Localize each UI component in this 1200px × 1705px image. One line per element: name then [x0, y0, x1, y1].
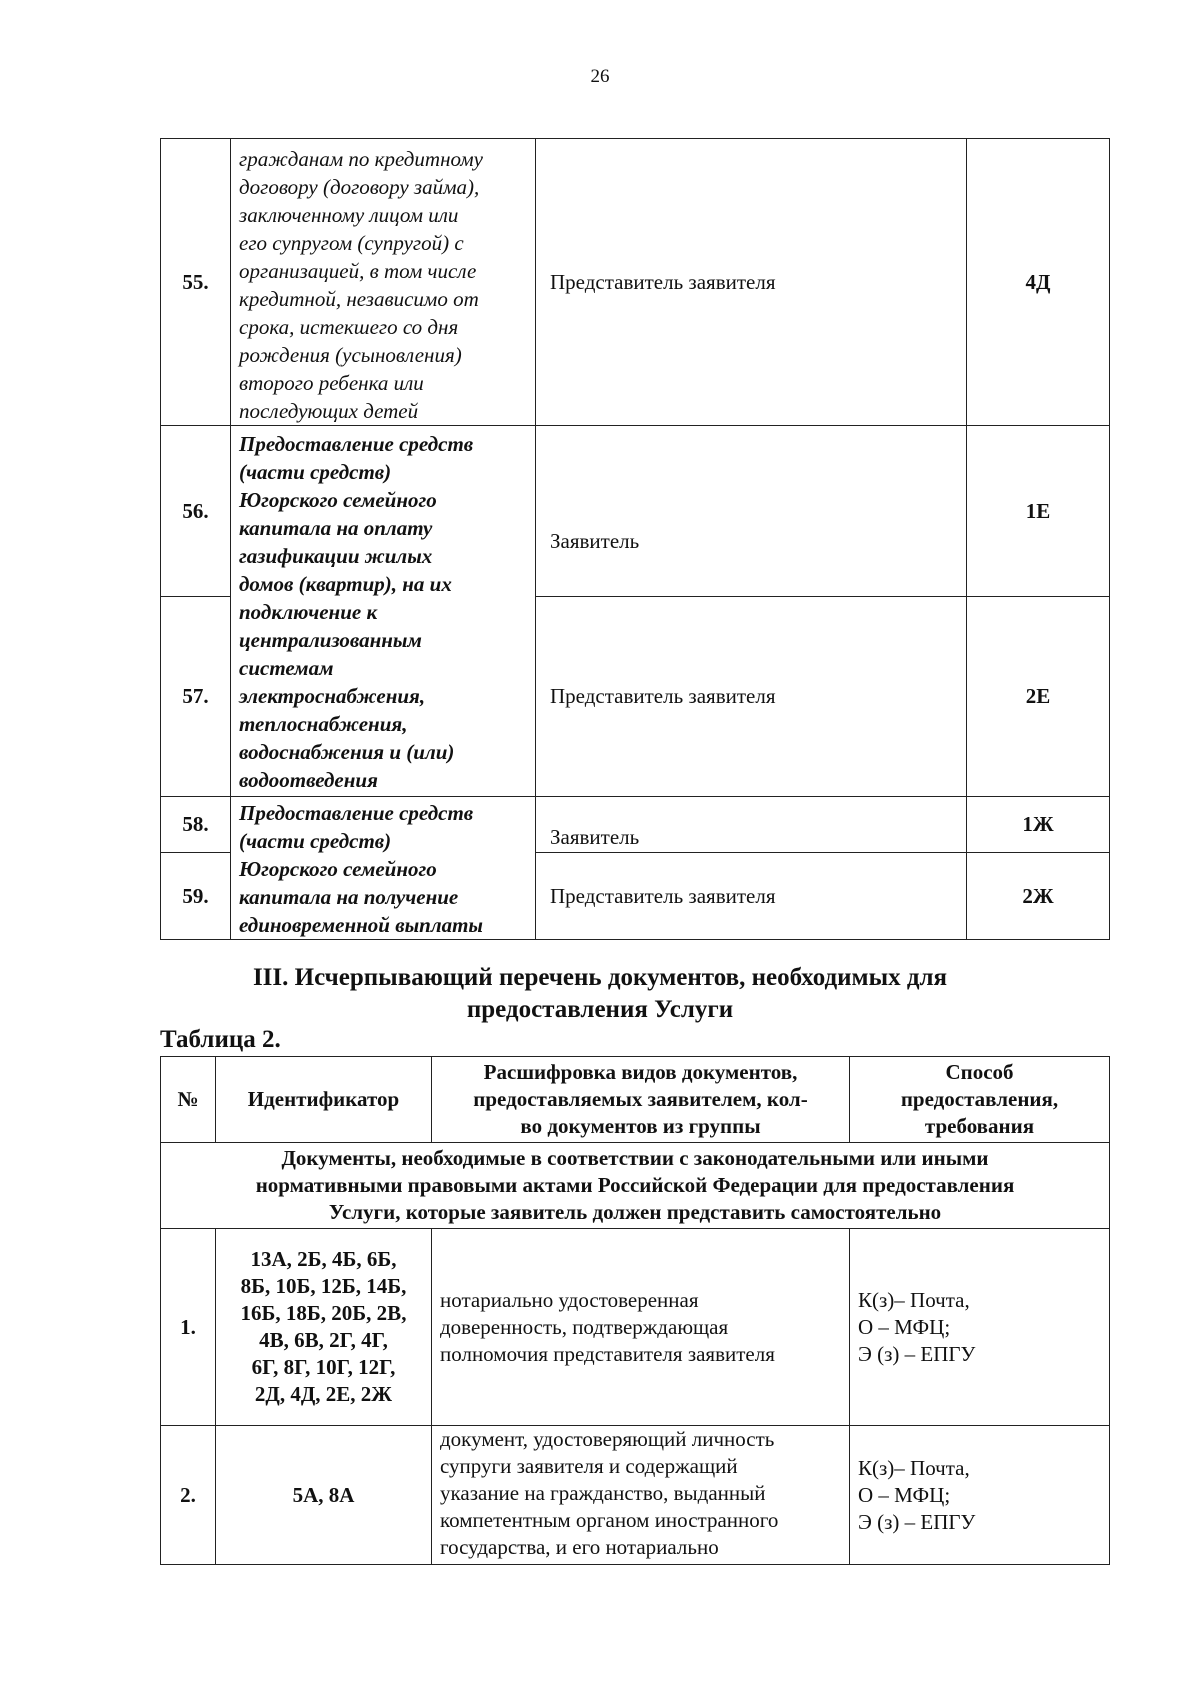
group-row	[161, 1143, 1110, 1229]
table-row	[161, 797, 1110, 853]
submission-method: К(з)– Почта, О – МФЦ; Э (з) – ЕПГУ	[850, 1426, 1110, 1565]
services-table	[160, 138, 1110, 940]
group-heading: Документы, необходимые в соответствии с законодательными или иными нормативными правовыми актами Российской Федерации для предоставления Услуги, которые заявитель должен представить самостоятельно	[161, 1143, 1110, 1229]
variant-code: 1Е	[967, 426, 1110, 597]
row-number: 1.	[161, 1229, 216, 1426]
table-row	[161, 1426, 1110, 1565]
header-description: Расшифровка видов документов, предоставляемых заявителем, кол- во документов из группы	[432, 1057, 850, 1143]
row-number: 57.	[161, 597, 231, 797]
row-number: 59.	[161, 853, 231, 940]
service-description: Предоставление средств (части средств) Югорского семейного капитала на оплату газификации жилых домов (квартир), на их подключение к централизованным системам электроснабжения, теплоснабжения, водоснабжения и (или) водоотведения	[231, 426, 536, 797]
table-row	[161, 139, 1110, 426]
service-description: Предоставление средств (части средств) Югорского семейного капитала на получение единовременной выплаты	[231, 797, 536, 940]
applicant-type: Заявитель	[536, 797, 967, 853]
row-number: 55.	[161, 139, 231, 426]
section-title: III. Исчерпывающий перечень документов, необходимых для предоставления Услуги	[252, 964, 948, 1023]
service-description: гражданам по кредитному договору (договору займа), заключенному лицом или его супругом (супругой) с организацией, в том числе кредитной, независимо от срока, истекшего со дня рождения (усыновления) второго ребенка или последующих детей	[231, 139, 536, 426]
table-caption: Таблица 2.	[160, 1026, 281, 1053]
row-number: 58.	[161, 797, 231, 853]
variant-code: 1Ж	[967, 797, 1110, 853]
document-description: документ, удостоверяющий личность супруги заявителя и содержащий указание на гражданство, выданный компетентным органом иностранного государства, и его нотариально	[432, 1426, 850, 1565]
page-number: 26	[590, 66, 610, 87]
submission-method: К(з)– Почта, О – МФЦ; Э (з) – ЕПГУ	[850, 1229, 1110, 1426]
variant-code: 2Е	[967, 597, 1110, 797]
table-header-row	[161, 1057, 1110, 1143]
header-method: Способ предоставления, требования	[850, 1057, 1110, 1143]
document-description: нотариально удостоверенная доверенность, подтверждающая полномочия представителя заявителя	[432, 1229, 850, 1426]
row-number: 56.	[161, 426, 231, 597]
applicant-type: Заявитель	[536, 426, 967, 597]
table-row	[161, 426, 1110, 597]
applicant-type: Представитель заявителя	[536, 597, 967, 797]
row-number: 2.	[161, 1426, 216, 1565]
header-identifier: Идентификатор	[216, 1057, 432, 1143]
identifier-list: 5А, 8А	[216, 1426, 432, 1565]
applicant-type: Представитель заявителя	[536, 139, 967, 426]
variant-code: 4Д	[967, 139, 1110, 426]
header-number: №	[161, 1057, 216, 1143]
applicant-type: Представитель заявителя	[536, 853, 967, 940]
documents-table	[160, 1056, 1110, 1565]
identifier-list: 13А, 2Б, 4Б, 6Б, 8Б, 10Б, 12Б, 14Б, 16Б, 18Б, 20Б, 2В, 4В, 6В, 2Г, 4Г, 6Г, 8Г, 10Г, 12Г, 2Д, 4Д, 2Е, 2Ж	[216, 1229, 432, 1426]
table-row	[161, 1229, 1110, 1426]
variant-code: 2Ж	[967, 853, 1110, 940]
